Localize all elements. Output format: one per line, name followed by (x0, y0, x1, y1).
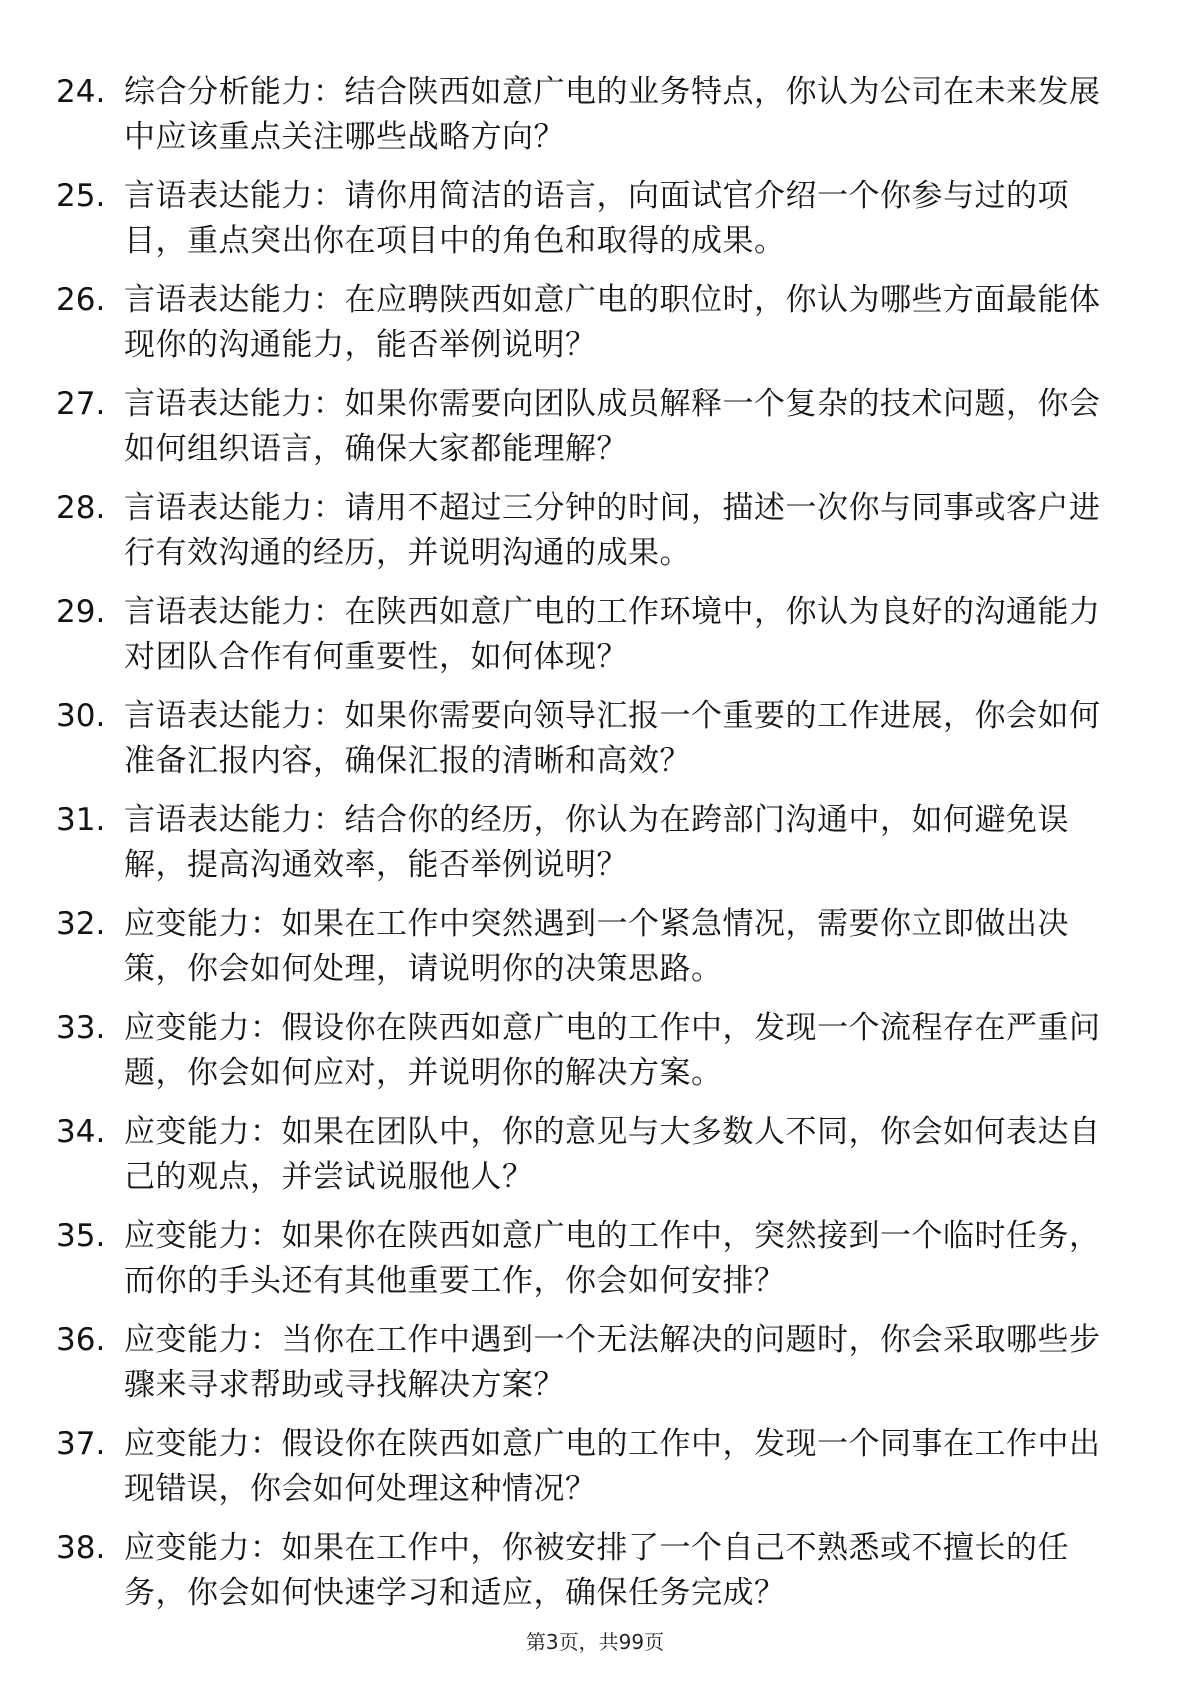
question-number: 35. (56, 1218, 106, 1254)
question-item (56, 902, 1126, 1006)
question-number: 31. (56, 802, 106, 838)
question-number: 26. (56, 282, 106, 318)
question-item (56, 1422, 1126, 1526)
question-text: 应变能力：假设你在陕西如意广电的工作中，发现一个流程存在严重问题，你会如何应对，并说明你的解决方案。 (124, 1010, 1101, 1091)
question-text: 言语表达能力：在陕西如意广电的工作环境中，你认为良好的沟通能力对团队合作有何重要性，如何体现？ (124, 594, 1101, 675)
question-item (56, 798, 1126, 902)
question-number: 25. (56, 178, 106, 214)
question-item (56, 1214, 1126, 1318)
page-number-footer: 第3页，共99页 (525, 1630, 665, 1654)
question-item (56, 590, 1126, 694)
question-item (56, 382, 1126, 486)
question-text: 应变能力：如果在工作中，你被安排了一个自己不熟悉或不擅长的任务，你会如何快速学习和适应，确保任务完成？ (124, 1530, 1069, 1611)
question-text: 应变能力：假设你在陕西如意广电的工作中，发现一个同事在工作中出现错误，你会如何处理这种情况？ (124, 1426, 1101, 1507)
question-text: 言语表达能力：请你用简洁的语言，向面试官介绍一个你参与过的项目，重点突出你在项目中的角色和取得的成果。 (124, 178, 1069, 259)
question-number: 30. (56, 698, 106, 734)
question-number: 28. (56, 490, 106, 526)
question-item (56, 1526, 1126, 1630)
question-list (56, 70, 1126, 1630)
question-item (56, 174, 1126, 278)
question-number: 27. (56, 386, 106, 422)
question-item (56, 1110, 1126, 1214)
question-text: 应变能力：如果你在陕西如意广电的工作中，突然接到一个临时任务，而你的手头还有其他重要工作，你会如何安排？ (124, 1218, 1101, 1299)
question-text: 应变能力：如果在工作中突然遇到一个紧急情况，需要你立即做出决策，你会如何处理，请说明你的决策思路。 (124, 906, 1069, 987)
question-number: 24. (56, 74, 106, 110)
question-item (56, 694, 1126, 798)
question-text: 言语表达能力：结合你的经历，你认为在跨部门沟通中，如何避免误解，提高沟通效率，能否举例说明？ (124, 802, 1069, 883)
question-number: 38. (56, 1530, 106, 1566)
question-text: 言语表达能力：在应聘陕西如意广电的职位时，你认为哪些方面最能体现你的沟通能力，能否举例说明？ (124, 282, 1101, 363)
question-number: 36. (56, 1322, 106, 1358)
question-text: 言语表达能力：如果你需要向领导汇报一个重要的工作进展，你会如何准备汇报内容，确保汇报的清晰和高效？ (124, 698, 1101, 779)
question-item (56, 486, 1126, 590)
question-item (56, 278, 1126, 382)
question-text: 言语表达能力：如果你需要向团队成员解释一个复杂的技术问题，你会如何组织语言，确保大家都能理解？ (124, 386, 1101, 467)
question-text: 应变能力：如果在团队中，你的意见与大多数人不同，你会如何表达自己的观点，并尝试说服他人？ (124, 1114, 1101, 1195)
question-item (56, 1318, 1126, 1422)
question-text: 言语表达能力：请用不超过三分钟的时间，描述一次你与同事或客户进行有效沟通的经历，并说明沟通的成果。 (124, 490, 1101, 571)
question-number: 34. (56, 1114, 106, 1150)
question-number: 32. (56, 906, 106, 942)
question-number: 37. (56, 1426, 106, 1462)
question-text: 综合分析能力：结合陕西如意广电的业务特点，你认为公司在未来发展中应该重点关注哪些战略方向？ (124, 74, 1101, 155)
question-text: 应变能力：当你在工作中遇到一个无法解决的问题时，你会采取哪些步骤来寻求帮助或寻找解决方案？ (124, 1322, 1101, 1403)
question-number: 29. (56, 594, 106, 630)
question-number: 33. (56, 1010, 106, 1046)
question-item (56, 1006, 1126, 1110)
question-item (56, 70, 1126, 174)
